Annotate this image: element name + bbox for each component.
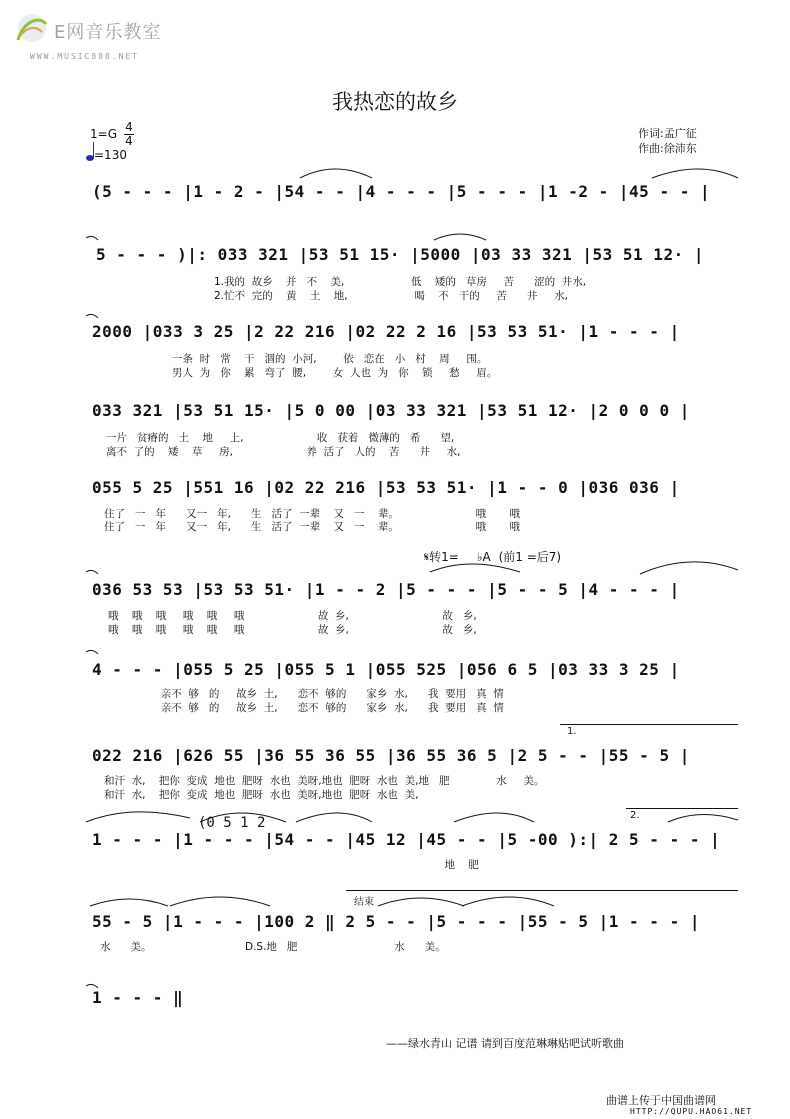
modulation-note: (前1 =后7) bbox=[498, 550, 562, 564]
lyric-line-6-v1: 哦 哦 哦 哦 哦 哦 故 乡, 故 乡, bbox=[108, 610, 477, 622]
slur-7 bbox=[430, 564, 520, 572]
lyric-line-2-v1: 1.我的 故乡 并 不 美, 低 矮的 草房 苦 涩的 井水, bbox=[214, 276, 587, 288]
lyricist: 作词:孟广征 bbox=[638, 127, 697, 140]
slur-19 bbox=[86, 984, 98, 988]
lyric-line-10-v1: 水 美。 D.S.地 肥 水 美。 bbox=[100, 941, 446, 953]
slur-3 bbox=[86, 236, 98, 240]
notation-line-11: 1 - - - ‖ bbox=[92, 988, 184, 1007]
notation-line-2: 5 - - - )|: 033 321 |53 51 15· |5000 |03 33 321 |53 51 12· | bbox=[96, 245, 704, 264]
volta-2: 2. bbox=[630, 810, 640, 821]
intro-inner-notes: (0 5 1 2 bbox=[198, 815, 266, 831]
notation-line-4: 033 321 |53 51 15· |5 0 00 |03 33 321 |53 51 12· |2 0 0 0 | bbox=[92, 401, 690, 420]
logo-url: WWW.MUSIC888.NET bbox=[30, 52, 140, 61]
lyric-line-3-v1: 一条 时 常 干 涸的 小河, 依 恋在 小 村 周 围。 bbox=[172, 353, 488, 365]
source-url: HTTP://QUPU.HAO61.NET bbox=[630, 1107, 753, 1116]
lyric-line-7-v2: 亲不 够 的 故乡 土, 恋不 够的 家乡 水, 我 要用 真 情 bbox=[104, 702, 504, 714]
slur-12 bbox=[296, 813, 372, 822]
slur-2 bbox=[652, 169, 738, 178]
footer-note: ——绿水青山 记谱 请到百度范琳琳贴吧试听歌曲 bbox=[386, 1037, 624, 1050]
lyric-line-4-v1: 一片 贫瘠的 土 地 上, 收 获着 微薄的 希 望, bbox=[106, 432, 455, 444]
logo-text: E网音乐教室 bbox=[54, 22, 162, 43]
segno-icon: 𝄋 bbox=[424, 550, 430, 564]
composer: 作曲:徐沛东 bbox=[638, 142, 697, 155]
tempo-value: =130 bbox=[94, 148, 127, 162]
modulation-key: A bbox=[482, 550, 491, 564]
slur-14 bbox=[668, 814, 738, 822]
lyric-line-4-v2: 离不 了的 矮 草 房, 养 活了 人的 苦 井 水, bbox=[106, 446, 461, 458]
slur-9 bbox=[86, 650, 98, 654]
slur-17 bbox=[378, 898, 464, 906]
slur-6 bbox=[86, 570, 98, 574]
slur-11 bbox=[200, 813, 286, 822]
slur-1 bbox=[300, 169, 372, 178]
slur-15 bbox=[90, 899, 168, 906]
slur-13 bbox=[454, 813, 534, 822]
notation-line-8: 022 216 |626 55 |36 55 36 55 |36 55 36 5 |2 5 - - |55 - 5 | bbox=[92, 746, 690, 765]
slur-5 bbox=[86, 314, 98, 318]
notation-line-9: 1 - - - |1 - - - |54 - - |45 12 |45 - - |5 -00 ):| 2 5 - - - | bbox=[92, 830, 721, 849]
notation-line-7: 4 - - - |055 5 25 |055 5 1 |055 525 |056 6 5 |03 33 3 25 | bbox=[92, 660, 680, 679]
source-text: 曲谱上传于中国曲谱网 bbox=[606, 1094, 716, 1107]
song-title: 我热恋的故乡 bbox=[332, 90, 458, 114]
notation-line-6: 036 53 53 |53 53 51· |1 - - 2 |5 - - - |5 - - 5 |4 - - - | bbox=[92, 580, 680, 599]
notation-line-5: 055 5 25 |551 16 |02 22 216 |53 53 51· |1 - - 0 |036 036 | bbox=[92, 478, 680, 497]
slur-10 bbox=[86, 812, 190, 822]
slur-8 bbox=[640, 562, 738, 574]
lyric-line-9-v1: 地 肥 bbox=[104, 859, 479, 871]
key-signature: 1=G bbox=[90, 127, 117, 141]
notation-line-10: 55 - 5 |1 - - - |100 2 ‖ 2 5 - - |5 - - - |55 - 5 |1 - - - | bbox=[92, 912, 700, 931]
modulation-text: 转1= bbox=[429, 550, 459, 564]
lyric-line-7-v1: 亲不 够 的 故乡 土, 恋不 够的 家乡 水, 我 要用 真 情 bbox=[104, 688, 504, 700]
meter-bottom: 4 bbox=[125, 134, 133, 148]
ending-label: 结束 bbox=[354, 897, 374, 908]
notation-line-3: 2000 |033 3 25 |2 22 216 |02 22 2 16 |53 53 51· |1 - - - | bbox=[92, 322, 680, 341]
lyric-line-6-v2: 哦 哦 哦 哦 哦 哦 故 乡, 故 乡, bbox=[108, 624, 477, 636]
slur-4 bbox=[434, 234, 486, 240]
meter-top: 4 bbox=[125, 120, 133, 134]
lyric-line-2-v2: 2.忙不 完的 黄 土 地, 喝 不 干的 苦 井 水, bbox=[214, 290, 568, 302]
lyric-line-5-v2: 住了 一 年 又一 年, 生 活了 一辈 又 一 辈。 哦 哦 bbox=[104, 521, 520, 533]
flat-icon: ♭ bbox=[476, 550, 483, 564]
lyric-line-3-v2: 男人 为 你 累 弯了 腰, 女 人也 为 你 锁 愁 眉。 bbox=[172, 367, 498, 379]
lyric-line-8-v1: 和汗 水, 把你 变成 地也 肥呀 水也 美呀,地也 肥呀 水也 美,地 肥 水 美。 bbox=[104, 775, 545, 787]
slur-18 bbox=[462, 897, 554, 906]
lyric-line-5-v1: 住了 一 年 又一 年, 生 活了 一辈 又 一 辈。 哦 哦 bbox=[104, 508, 520, 520]
lyric-line-8-v2: 和汗 水, 把你 变成 地也 肥呀 水也 美呀,地也 肥呀 水也 美, bbox=[104, 789, 419, 801]
notation-line-1: (5 - - - |1 - 2 - |54 - - |4 - - - |5 - - - |1 -2 - |45 - - | bbox=[92, 182, 711, 201]
slur-16 bbox=[170, 897, 270, 906]
volta-1: 1. bbox=[567, 726, 577, 737]
